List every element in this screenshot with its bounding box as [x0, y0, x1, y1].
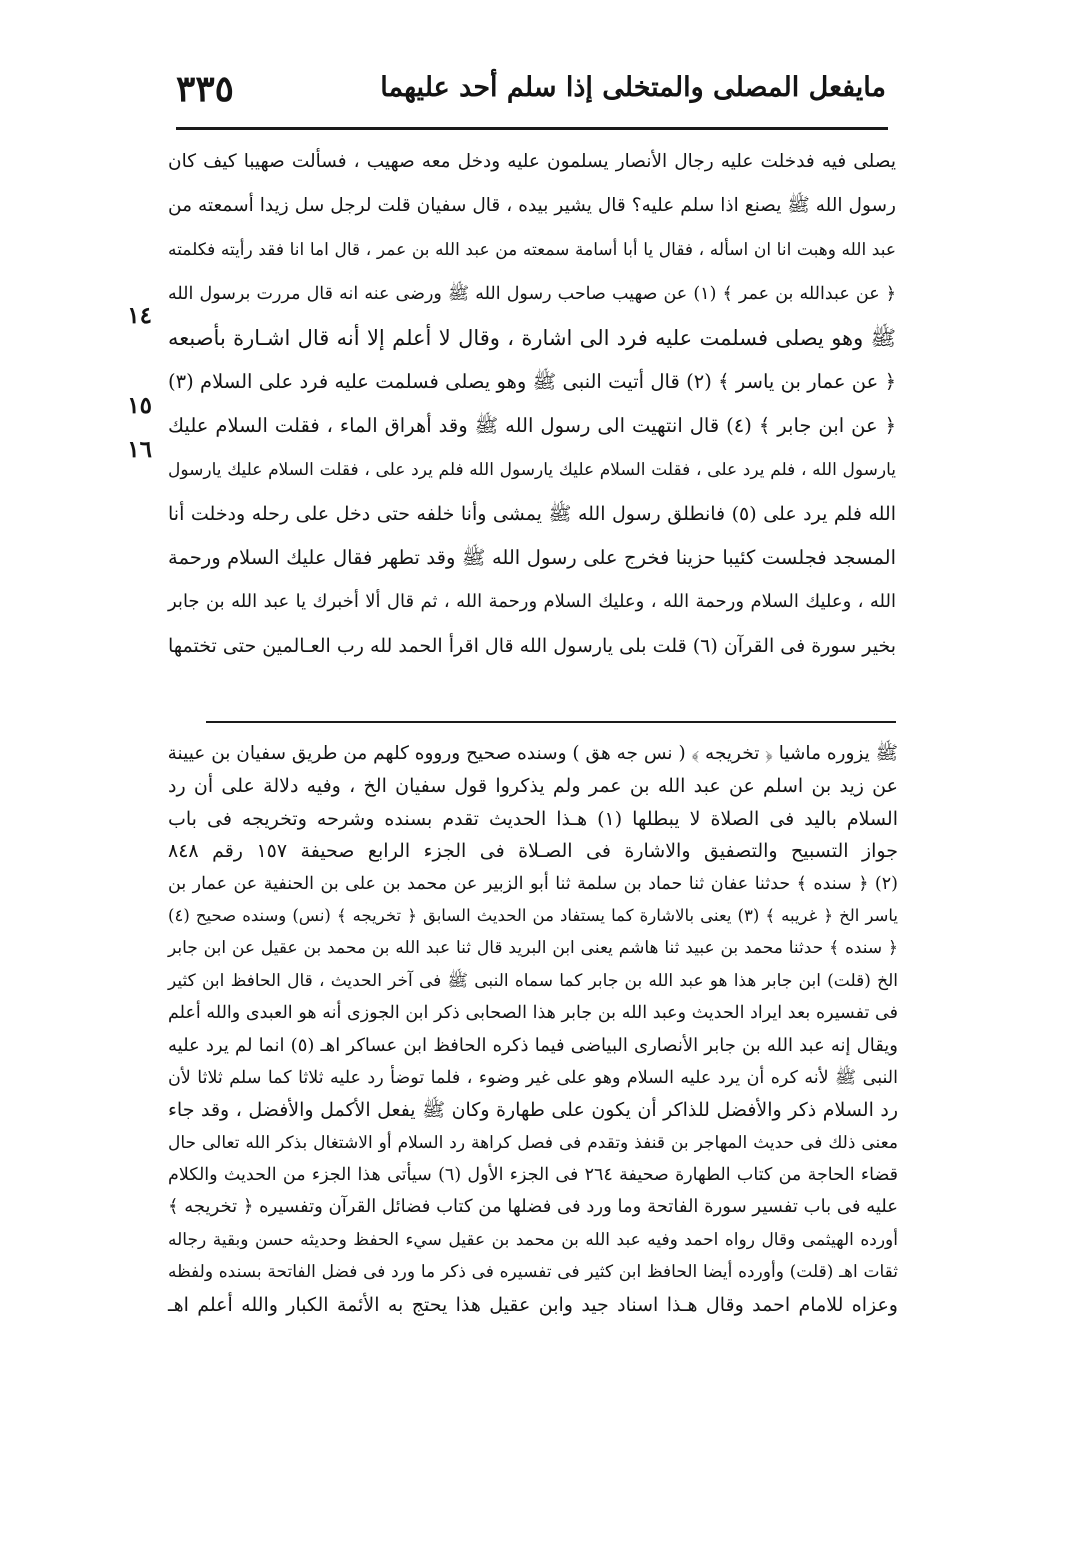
text-line: الله فلم يرد على (٥) فانطلق رسول الله ﷺ يمشى وأنا خلفه حتى دخل على رحله ودخلت أنا [168, 503, 896, 525]
footnote-line: ياسر الخ ﴿ غريبه ﴾ (٣) يعنى بالاشارة كما يستفاد من الحديث السابق ﴿ تخريجه ﴾ (نس) وسنده صحيح (٤) [168, 905, 898, 925]
footnote-line: جواز التسبيح والتصفيق والاشارة فى الصـلاة فى الجزء الرابع صحيفة ١٥٧ رقم ٨٤٨ [168, 840, 898, 863]
text-line: بخير سورة فى القرآن (٦) قلت بلى يارسول الله قال اقرأ الحمد لله رب العـالمين حتى تختمها [168, 635, 896, 657]
page-number: ٣٣٥ [176, 68, 235, 110]
footnote-line: قضاء الحاجة من كتاب الطهارة صحيفة ٢٦٤ فى الجزء الأول (٦) سيأتى هذا الجزء من الحديث والكلام [168, 1165, 898, 1186]
footnote-line: عن زيد بن اسلم عن عبد الله بن عمر ولم يذكروا قول سفيان الخ ، وفيه دلالة على أن رد [168, 775, 898, 798]
footnote-line: ﷺ يزوره ماشيا ﴿ تخريجه ﴾ ( نس جه هق ) وسنده صحيح ورووه كلهم من طريق سفيان بن عيينة [167, 743, 898, 764]
footnote-line: أورده الهيثمى وقال رواه احمد وفيه عبد الله بن محمد بن عقيل سيء الحفظ وحديثه حسن وبقية رجاله [168, 1229, 898, 1250]
footnote-line: رد السلام ذكر والأفضل للذاكر أن يكون على طهارة وكان ﷺ يفعل الأكمل والأفضل ، وقد جاء [168, 1099, 898, 1122]
text-line: ﴿ عن عبدالله بن عمر ﴾ (١) عن صهيب صاحب رسول الله ﷺ ورضى عنه انه قال مررت برسول الله [168, 284, 896, 304]
hadith-number: ١٦ [127, 436, 152, 463]
text-line: ﴿ عن ابن جابر ﴾ (٤) قال انتهيت الى رسول الله ﷺ وقد أهراق الماء ، فقلت السلام عليك [168, 414, 897, 437]
text-line: المسجد فجلست كئيبا حزينا فخرج على رسول الله ﷺ وقد تطهر فقال عليك السلام ورحمة [168, 546, 896, 569]
chapter-title: مايفعل المصلى والمتخلى إذا سلم أحد عليهما [380, 72, 886, 103]
running-header [176, 62, 886, 122]
text-line: رسول الله ﷺ يصنع اذا سلم عليه؟ قال يشير بيده ، قال سفيان قلت لرجل سل زيدا أسمعته من [168, 195, 896, 216]
hadith-number: ١٥ [127, 392, 152, 419]
footnote-line: ثقات اهـ (قلت) وأورده أيضا الحافظ ابن كثير فى تفسيره فى ذكر ما ورد فى فضل الفاتحة بسنده ولفظه [168, 1262, 898, 1283]
footnotes [168, 738, 898, 1321]
footnote-line: فى تفسيره بعد ايراد الحديث وعبد الله بن جابر هذا الصحابى ذكر ابن الجوزى أنه هو العبدى والله أعلم [168, 1003, 898, 1024]
footnote-line: النبى ﷺ لأنه كره أن يرد عليه السلام وهو على غير وضوء ، فلما توضأ رد عليه ثلاثا كما سلم ثلاثا لأن [168, 1067, 898, 1088]
footnote-line: وعزاه للامام احمد وقال هـذا اسناد جيد وابن عقيل هذا يحتج به الأئمة الكبار والله أعلم اهـ [168, 1293, 898, 1316]
footnote-line: ويقال إنه عبد الله بن جابر الأنصارى البياضى فيما ذكره الحافظ ابن عساكر اهـ (٥) انما لم يرد عليه [168, 1034, 899, 1056]
text-line: يارسول الله ، فلم يرد على ، فقلت السلام عليك يارسول الله فلم يرد على ، فقلت السلام عليك يارسول [168, 460, 896, 480]
footnote-line: (٢) ﴿ سنده ﴾ حدثنا عفان ثنا حماد بن سلمة ثنا أبو الزبير عن محمد بن على بن الحنفية عن عمار بن [168, 873, 898, 894]
hadith-number: ١٤ [127, 302, 152, 329]
text-line: الله ، وعليك السلام ورحمة الله ، وعليك السلام ورحمة الله ، ثم قال ألا أخبرك يا عبد الله بن جابر [168, 591, 896, 612]
text-line: يصلى فيه فدخلت عليه رجال الأنصار يسلمون عليه ودخل معه صهيب ، فسألت صهيبا كيف كان [168, 151, 896, 172]
footnote-line: السلام باليد فى الصلاة لا يبطلها (١) هـذا الحديث تقدم بسنده وشرحه وتخريجه فى باب [168, 807, 898, 830]
footnote-line: عليه فى باب تفسير سورة الفاتحة وما ورد فى فضلها من كتاب فضائل القرآن وتفسيره ﴿ تخريجه ﴾ [168, 1196, 898, 1218]
footnote-line: الخ (قلت) ابن جابر هذا هو عبد الله بن جابر كما سماه النبى ﷺ فى آخر الحديث ، قال الحافظ ابن كثير [168, 970, 898, 991]
header-rule [176, 127, 888, 130]
footnote-line: معنى ذلك فى حديث المهاجر بن قنفذ وتقدم فى فصل كراهة رد السلام أو الاشتغال بذكر الله تعالى حال [168, 1132, 898, 1153]
text-line: عبد الله وهبت انا ان اسأله ، فقال يا أبا أسامة سمعته من عبد الله بن عمر ، قال اما انا فقد رأيته فكلمته [168, 240, 896, 260]
footnote-line: ﴿ سنده ﴾ حدثنا محمد بن عبيد ثنا هاشم يعنى ابن البريد قال ثنا عبد الله بن محمد بن عقيل عن ابن جابر [168, 938, 898, 959]
text-line: ﷺ وهو يصلى فسلمت عليه فرد الى اشارة ، وقال لا أعلم إلا أنه قال اشـارة بأصبعه [168, 326, 896, 350]
main-text [168, 140, 896, 668]
text-line: ﴿ عن عمار بن ياسر ﴾ (٢) قال أتيت النبى ﷺ وهو يصلى فسلمت عليه فرد على السلام (٣) [168, 370, 896, 393]
footnote-separator [206, 721, 896, 723]
